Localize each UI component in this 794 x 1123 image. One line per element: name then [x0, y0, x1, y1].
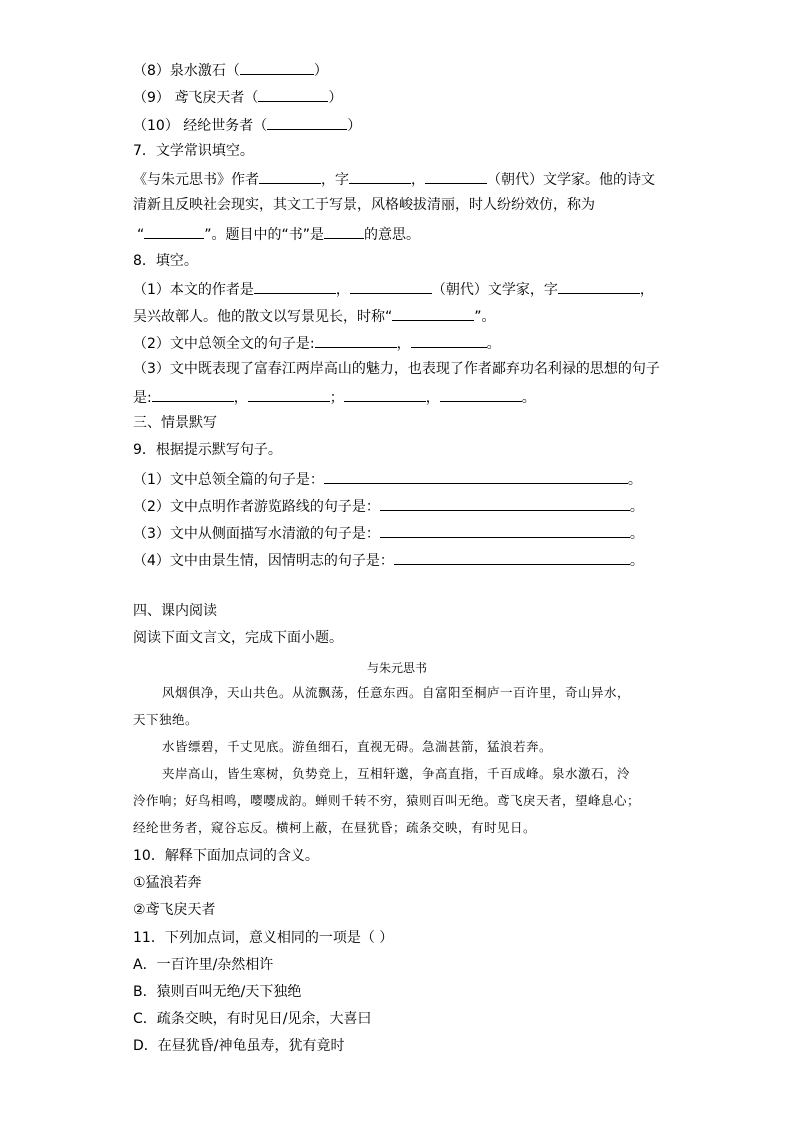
passage-line: 水皆缥碧，千丈见底。游鱼细石，直视无碍。急湍甚箭，猛浪若奔。: [162, 739, 553, 754]
question-10-item: ②鸢飞戾天者: [133, 902, 216, 918]
answer-blank[interactable]: [315, 332, 397, 348]
answer-blank[interactable]: [380, 495, 630, 511]
answer-blank[interactable]: [350, 278, 432, 294]
question-8-line: 是: ， ； ， 。: [133, 386, 536, 408]
answer-blank[interactable]: [558, 278, 640, 294]
answer-blank[interactable]: [440, 386, 522, 402]
question-9-item: （2）文中点明作者游览路线的句子是： 。: [133, 495, 644, 517]
reading-instruction: 阅读下面文言文，完成下面小题。: [133, 630, 343, 646]
answer-blank[interactable]: [324, 223, 364, 239]
passage-line: 经纶世务者，窥谷忘反。横柯上蔽，在昼犹昏；疏条交映，有时见日。: [133, 820, 537, 835]
question-11-title: 11．下列加点词，意义相同的一项是（ ）: [133, 930, 394, 946]
answer-blank[interactable]: [324, 468, 628, 484]
vocab-item-9: （9） 鸢飞戾天者（ ）: [133, 86, 342, 108]
answer-blank[interactable]: [394, 549, 630, 565]
answer-blank[interactable]: [267, 114, 347, 130]
passage-title: 与朱元思书: [366, 661, 427, 675]
vocab-item-8: （8）泉水激石（ ）: [133, 59, 328, 81]
answer-blank[interactable]: [258, 86, 328, 102]
answer-blank[interactable]: [380, 522, 630, 538]
question-8-line: （2）文中总领全文的句子是: ， 。: [133, 332, 501, 354]
question-8-line: （1）本文的作者是 ， （朝代）文学家，字 ，: [133, 278, 654, 300]
question-7-line: 清新且反映社会现实，其文工于写景，风格峻拔清丽，时人纷纷效仿，称为: [133, 197, 595, 213]
answer-blank[interactable]: [152, 386, 234, 402]
question-7-line: 《与朱元思书》作者 ，字 ， （朝代）文学家。他的诗文: [133, 168, 655, 190]
question-10-title: 10．解释下面加点词的含义。: [133, 848, 319, 864]
question-9-item: （3）文中从侧面描写水清澈的句子是： 。: [133, 522, 644, 544]
question-9-item: （4）文中由景生情，因情明志的句子是： 。: [133, 549, 644, 571]
question-8-line: （3）文中既表现了富春江两岸高山的魅力，也表现了作者鄙弃功名利禄的思想的句子: [133, 361, 660, 377]
answer-blank[interactable]: [248, 386, 330, 402]
answer-blank[interactable]: [425, 168, 487, 184]
section-heading: 四、课内阅读: [133, 603, 217, 619]
question-8-title: 8．填空。: [133, 253, 198, 269]
answer-blank[interactable]: [411, 332, 487, 348]
answer-blank[interactable]: [392, 305, 474, 321]
passage-line: 天下独绝。: [133, 712, 199, 727]
answer-blank[interactable]: [240, 59, 314, 75]
answer-blank[interactable]: [254, 278, 336, 294]
question-7-title: 7．文学常识填空。: [133, 143, 254, 159]
option-a[interactable]: A．一百许里/杂然相许: [133, 957, 274, 973]
question-10-item: ①猛浪若奔: [133, 875, 202, 891]
answer-blank[interactable]: [144, 223, 204, 239]
option-c[interactable]: C．疏条交映，有时见日/见余，大喜曰: [133, 1011, 372, 1027]
option-d[interactable]: D．在昼犹昏/神龟虽寿，犹有竟时: [133, 1038, 345, 1054]
answer-blank[interactable]: [259, 168, 321, 184]
passage-line: 夹岸高山，皆生寒树，负势竞上，互相轩邈，争高直指，千百成峰。泉水激石，泠: [162, 766, 631, 781]
vocab-item-10: （10） 经纶世务者（ ）: [133, 114, 361, 136]
answer-blank[interactable]: [344, 386, 426, 402]
question-9-title: 9．根据提示默写句子。: [133, 442, 282, 458]
answer-blank[interactable]: [349, 168, 411, 184]
question-7-line: “ ”。题目中的“书”是 的意思。: [137, 223, 420, 245]
section-heading: 三、情景默写: [133, 415, 217, 431]
passage-line: 泠作响；好鸟相鸣，嘤嘤成韵。蝉则千转不穷，猿则百叫无绝。鸢飞戾天者，望峰息心；: [133, 793, 641, 808]
question-8-line: 吴兴故鄣人。他的散文以写景见长，时称“ ”。: [133, 305, 496, 327]
question-9-item: （1）文中总领全篇的句子是： 。: [133, 468, 642, 490]
option-b[interactable]: B．猿则百叫无绝/天下独绝: [133, 984, 302, 1000]
passage-line: 风烟俱净，天山共色。从流飘荡，任意东西。自富阳至桐庐一百许里，奇山异水，: [162, 685, 631, 700]
